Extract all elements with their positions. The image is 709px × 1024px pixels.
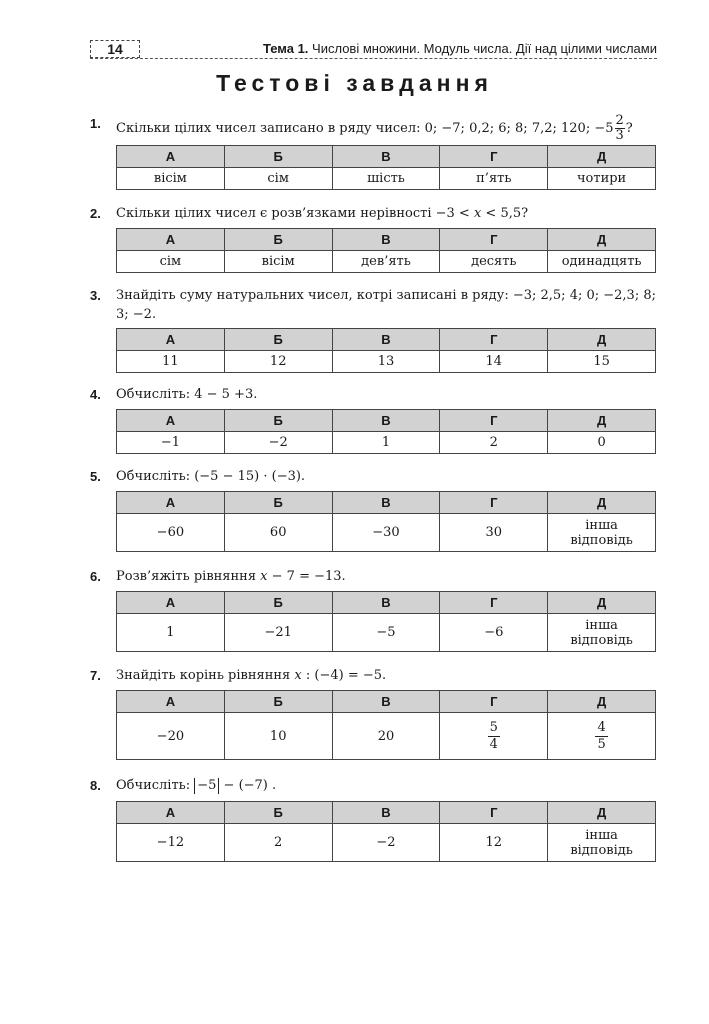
option-value[interactable]: інша відповідь <box>548 514 656 552</box>
option-value[interactable]: 60 <box>224 514 332 552</box>
option-header: А <box>117 410 225 432</box>
answer-table <box>116 591 656 652</box>
option-value[interactable]: шість <box>332 168 440 190</box>
question-text: Знайдіть корінь рівняння x : (−4) = −5. <box>116 668 387 683</box>
question-number: 7. <box>90 668 101 683</box>
option-value[interactable]: дев’ять <box>332 251 440 273</box>
option-header: Д <box>548 146 656 168</box>
option-value[interactable]: інша відповідь <box>548 824 656 862</box>
option-header: Д <box>548 329 656 351</box>
option-header: А <box>117 592 225 614</box>
option-value[interactable]: 2 <box>224 824 332 862</box>
option-value[interactable]: 15 <box>548 351 656 373</box>
option-header: В <box>332 802 440 824</box>
option-value[interactable]: одинадцять <box>548 251 656 273</box>
option-value[interactable]: 13 <box>332 351 440 373</box>
option-value[interactable]: −5 <box>332 614 440 652</box>
question-text: Обчисліть: (−5 − 15) · (−3). <box>116 469 306 484</box>
option-header: Б <box>224 492 332 514</box>
option-value[interactable] <box>440 713 548 760</box>
option-value[interactable]: −20 <box>117 713 225 760</box>
question-text: Скільки цілих чисел записано в ряду чисел: 0; −7; 0,2; 6; 8; 7,2; 120; −5 $\frac{2}{3}$ ? <box>116 113 633 143</box>
question-number: 6. <box>90 569 101 584</box>
option-value[interactable]: сім <box>117 251 225 273</box>
option-value[interactable]: п’ять <box>440 168 548 190</box>
answer-table <box>116 328 656 373</box>
question-text: Скільки цілих чисел є розв’язками нерівності −3 < x < 5,5? <box>116 206 529 221</box>
topic-title: Числові множини. Модуль числа. Дії над цілими числами <box>312 41 657 56</box>
option-header: А <box>117 492 225 514</box>
option-header: Д <box>548 492 656 514</box>
option-header: Д <box>548 592 656 614</box>
option-value[interactable]: 30 <box>440 514 548 552</box>
option-header: Г <box>440 592 548 614</box>
question-text: Обчисліть: −5 − (−7) . <box>116 778 277 793</box>
fraction: $\frac{2}{3}$ <box>615 113 624 143</box>
option-header: А <box>117 229 225 251</box>
option-header: Б <box>224 592 332 614</box>
option-value[interactable] <box>548 713 656 760</box>
option-header: Г <box>440 146 548 168</box>
option-header: Д <box>548 229 656 251</box>
answer-table <box>116 145 656 190</box>
option-header: Г <box>440 802 548 824</box>
running-header <box>90 40 657 59</box>
question-text: Знайдіть суму натуральних чисел, котрі записані в ряду: −3; 2,5; 4; 0; −2,3; 8; 3; −2. <box>116 288 656 322</box>
option-header: А <box>117 146 225 168</box>
fraction: $\frac{5}{4}$ <box>489 719 498 752</box>
option-value[interactable]: 10 <box>224 713 332 760</box>
option-value[interactable]: 20 <box>332 713 440 760</box>
option-value[interactable]: 2 <box>440 432 548 454</box>
option-header: Г <box>440 691 548 713</box>
page-title: Тестові завдання <box>216 70 493 96</box>
option-header: В <box>332 329 440 351</box>
option-header: В <box>332 229 440 251</box>
topic-label: Тема 1. <box>262 41 309 56</box>
option-value[interactable]: −60 <box>117 514 225 552</box>
option-value[interactable]: −12 <box>117 824 225 862</box>
question-text: Розв’яжіть рівняння x − 7 = −13. <box>116 569 346 584</box>
option-header: В <box>332 146 440 168</box>
option-header: Б <box>224 802 332 824</box>
option-value[interactable]: 12 <box>440 824 548 862</box>
fraction: $\frac{4}{5}$ <box>597 719 606 752</box>
option-value[interactable]: чотири <box>548 168 656 190</box>
option-value[interactable]: 1 <box>117 614 225 652</box>
question-number: 1. <box>90 116 101 131</box>
option-header: А <box>117 329 225 351</box>
answer-table <box>116 801 656 862</box>
option-header: Г <box>440 329 548 351</box>
page-number: 14 <box>90 40 140 58</box>
answer-table <box>116 409 656 454</box>
option-header: В <box>332 410 440 432</box>
option-header: Г <box>440 492 548 514</box>
option-header: Б <box>224 410 332 432</box>
option-value[interactable]: 12 <box>224 351 332 373</box>
question-number: 5. <box>90 469 101 484</box>
option-header: Б <box>224 329 332 351</box>
question-number: 2. <box>90 206 101 221</box>
option-value[interactable]: −21 <box>224 614 332 652</box>
option-value[interactable]: вісім <box>224 251 332 273</box>
question-number: 3. <box>90 288 101 303</box>
option-header: В <box>332 691 440 713</box>
option-header: А <box>117 691 225 713</box>
answer-table <box>116 491 656 552</box>
option-header: Д <box>548 691 656 713</box>
option-value[interactable]: 1 <box>332 432 440 454</box>
question-number: 8. <box>90 778 101 793</box>
option-value[interactable]: −2 <box>332 824 440 862</box>
option-header: А <box>117 802 225 824</box>
option-header: Б <box>224 146 332 168</box>
option-value[interactable]: вісім <box>117 168 225 190</box>
topic-header <box>263 41 657 57</box>
option-value[interactable]: 14 <box>440 351 548 373</box>
option-value[interactable]: −2 <box>224 432 332 454</box>
answer-table <box>116 690 656 760</box>
question-number: 4. <box>90 387 101 402</box>
option-value[interactable]: сім <box>224 168 332 190</box>
option-header: В <box>332 592 440 614</box>
option-header: Д <box>548 410 656 432</box>
option-header: Б <box>224 691 332 713</box>
option-value[interactable]: 11 <box>117 351 225 373</box>
absolute-value: −5 <box>194 778 219 794</box>
option-header: Д <box>548 802 656 824</box>
option-value[interactable]: −6 <box>440 614 548 652</box>
question-text: Обчисліть: 4 − 5 +3. <box>116 387 258 402</box>
option-header: Г <box>440 410 548 432</box>
option-header: В <box>332 492 440 514</box>
option-value[interactable]: десять <box>440 251 548 273</box>
answer-table <box>116 228 656 273</box>
option-value[interactable]: інша відповідь <box>548 614 656 652</box>
option-value[interactable]: 0 <box>548 432 656 454</box>
option-header: Г <box>440 229 548 251</box>
option-header: Б <box>224 229 332 251</box>
option-value[interactable]: −1 <box>117 432 225 454</box>
option-value[interactable]: −30 <box>332 514 440 552</box>
